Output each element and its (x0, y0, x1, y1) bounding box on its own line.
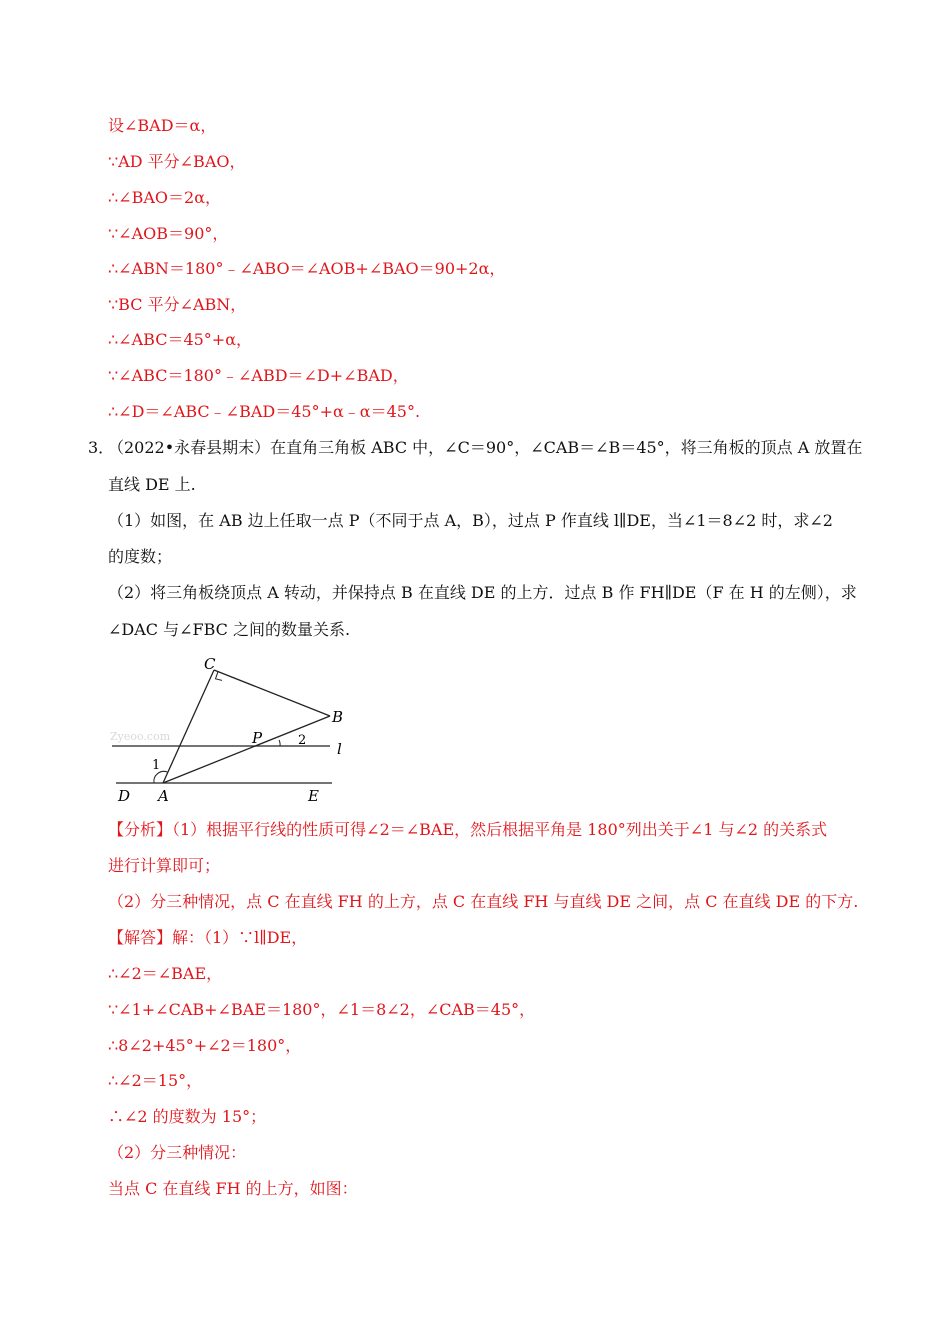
question-part2-line-1: （2）将三角板绕顶点 A 转动，并保持点 B 在直线 DE 的上方．过点 B 作 FH∥DE（F 在 H 的左侧），求 (108, 583, 857, 602)
label-p: P (252, 729, 263, 747)
answer-line-8: 当点 C 在直线 FH 的上方，如图： (108, 1179, 358, 1198)
label-e: E (308, 787, 319, 805)
question-number: 3． (88, 438, 115, 457)
label-angle-2: 2 (298, 733, 307, 748)
solution-line-4: ∵∠AOB＝90°， (108, 224, 229, 243)
solution-line-8: ∵∠ABC＝180°﹣∠ABD＝∠D+∠BAD， (108, 366, 409, 385)
label-c: C (204, 655, 216, 673)
geometry-figure (108, 654, 358, 806)
question-stem-line-2: 直线 DE 上. (108, 475, 196, 494)
side-cb (214, 670, 330, 716)
solution-line-9: ∴∠D＝∠ABC﹣∠BAD＝45°+α﹣α＝45°. (108, 402, 421, 421)
figure-watermark: Zyeoo.com (110, 730, 171, 743)
label-l: l (337, 740, 342, 758)
solution-line-7: ∴∠ABC＝45°+α， (108, 330, 253, 349)
answer-line-2: ∴∠2＝∠BAE， (108, 964, 223, 983)
answer-line-1: 【解答】解：（1）∵l∥DE， (108, 928, 308, 947)
analysis-line-3: （2）分三种情况，点 C 在直线 FH 的上方，点 C 在直线 FH 与直线 DE 之间，点 C 在直线 DE 的下方. (108, 892, 859, 911)
answer-line-6: ∴∠2 的度数为 15°； (108, 1107, 267, 1126)
solution-line-1: 设∠BAD＝α， (108, 116, 217, 135)
analysis-line-2: 进行计算即可； (108, 856, 221, 875)
question-stem-line-1: （2022•永春县期末）在直角三角板 ABC 中，∠C＝90°，∠CAB＝∠B＝45°，将三角板的顶点 A 放置在 (108, 438, 863, 457)
solution-line-5: ∴∠ABN＝180°﹣∠ABO＝∠AOB+∠BAO＝90+2α， (108, 259, 506, 278)
analysis-line-1: 【分析】（1）根据平行线的性质可得∠2＝∠BAE，然后根据平角是 180°列出关于∠1 与∠2 的关系式 (108, 820, 828, 839)
label-a: A (158, 787, 169, 805)
question-part2-line-2: ∠DAC 与∠FBC 之间的数量关系. (108, 620, 351, 639)
solution-line-6: ∵BC 平分∠ABN， (108, 295, 247, 314)
solution-line-2: ∵AD 平分∠BAO， (108, 152, 246, 171)
answer-line-5: ∴∠2＝15°， (108, 1071, 203, 1090)
question-part1-line-1: （1）如图，在 AB 边上任取一点 P（不同于点 A，B），过点 P 作直线 l∥DE，当∠1＝8∠2 时，求∠2 (108, 511, 833, 530)
question-part1-line-2: 的度数； (108, 547, 173, 566)
answer-line-3: ∵∠1+∠CAB+∠BAE＝180°，∠1＝8∠2，∠CAB＝45°， (108, 1000, 536, 1019)
answer-line-7: （2）分三种情况： (108, 1143, 247, 1162)
label-d: D (118, 787, 131, 805)
angle-2-arc (279, 740, 280, 746)
solution-line-3: ∴∠BAO＝2α， (108, 188, 222, 207)
answer-line-4: ∴8∠2+45°+∠2＝180°， (108, 1036, 302, 1055)
label-b: B (332, 708, 344, 726)
label-angle-1: 1 (152, 758, 161, 773)
